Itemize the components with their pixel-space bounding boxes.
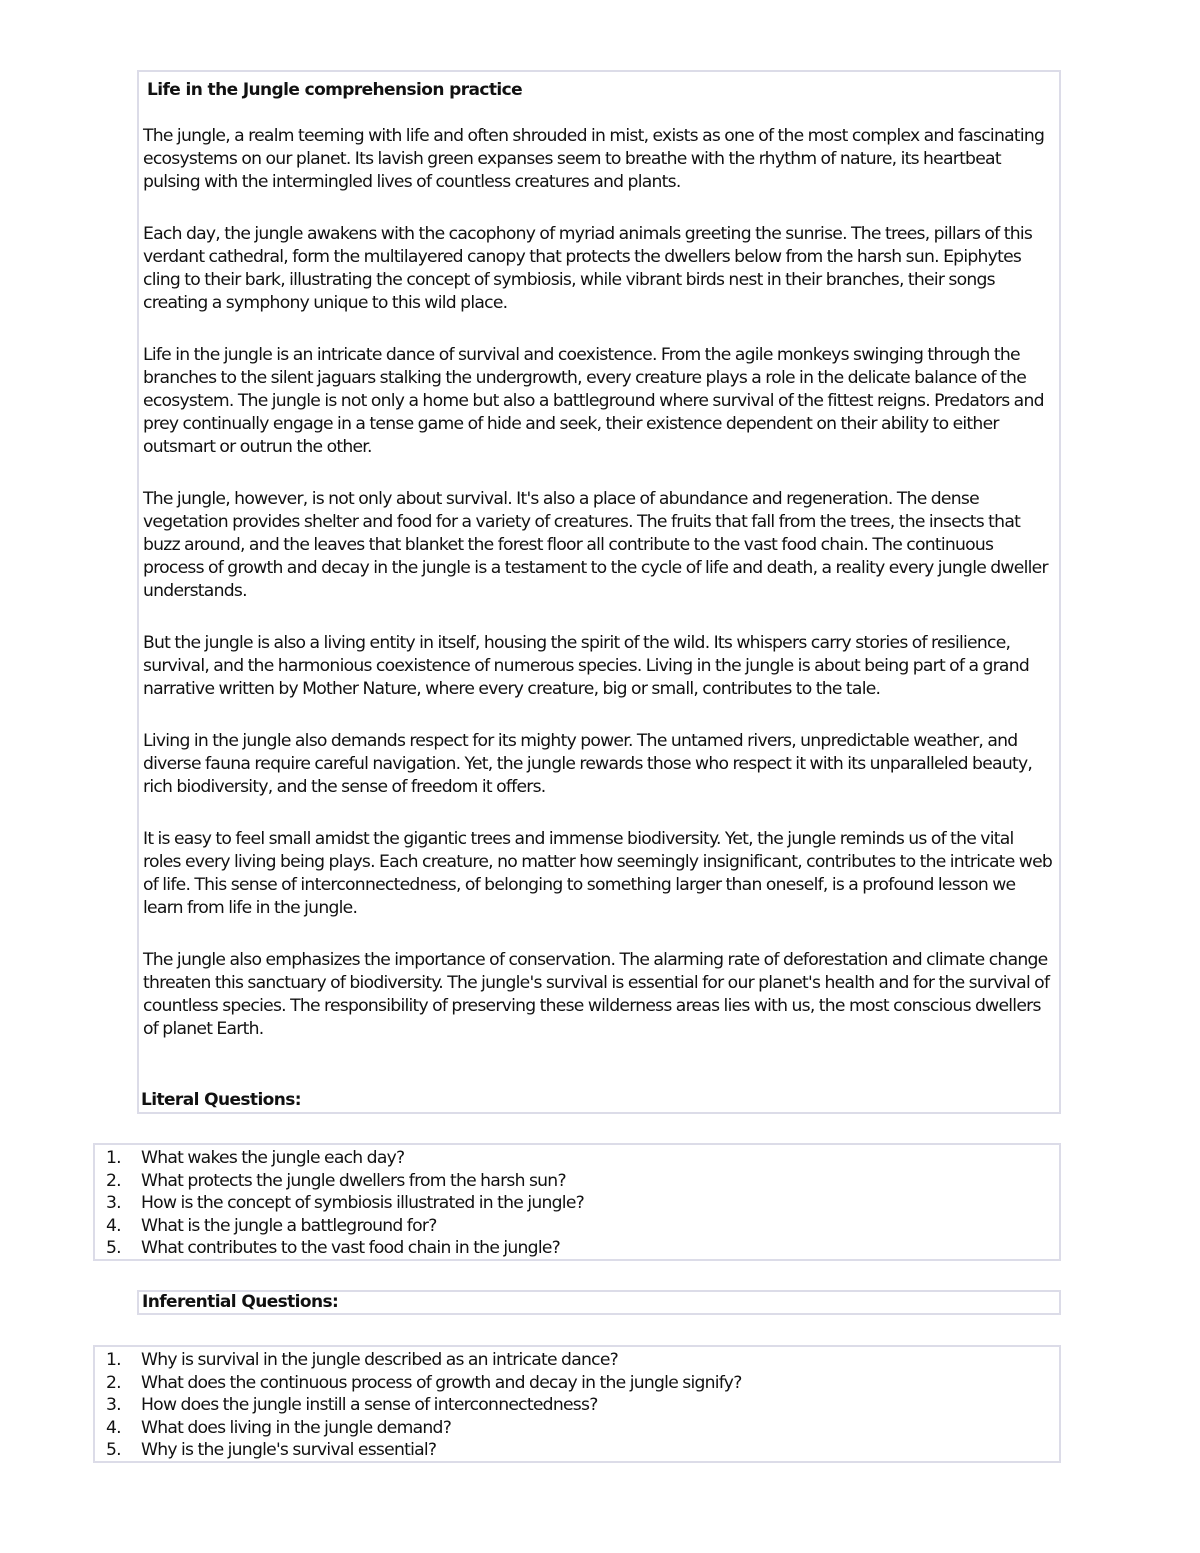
paragraph-8: The jungle also emphasizes the importance of conservation. The alarming rate of deforestation and climate change threaten this sanctuary of biodiversity. The jungle's survival is essential for our planet's health and for the survival of countless species. The responsibility of preserving these wilderness areas lies with us, the most conscious dwellers of planet Earth. <box>143 950 1050 1039</box>
literal-question <box>95 1215 1059 1238</box>
question-number: 2. <box>106 1372 121 1393</box>
paragraph-5: But the jungle is also a living entity in itself, housing the spirit of the wild. Its whispers carry stories of resilience, survival, and the harmonious coexistence of numerous species. Living in the jungle is about being part of a grand narrative written by Mother Nature, where every creature, big or small, contributes to the tale. <box>143 633 1030 699</box>
inferential-heading-box <box>137 1290 1061 1315</box>
paragraph-1: The jungle, a realm teeming with life and often shrouded in mist, exists as one of the most complex and fascinating ecosystems on our planet. Its lavish green expanses seem to breathe with the rhythm of nature, its heartbeat pulsing with the intermingled lives of countless creatures and plants. <box>143 126 1045 192</box>
question-text: What does the continuous process of growth and decay in the jungle signify? <box>141 1372 742 1393</box>
inferential-question <box>95 1417 1059 1440</box>
question-text: Why is the jungle's survival essential? <box>141 1440 437 1461</box>
question-number: 1. <box>106 1148 121 1168</box>
question-number: 2. <box>106 1170 121 1191</box>
question-text: Why is survival in the jungle described as an intricate dance? <box>141 1350 619 1370</box>
inferential-question <box>95 1439 1059 1462</box>
literal-questions-box <box>93 1143 1061 1261</box>
question-number: 3. <box>106 1395 121 1416</box>
inferential-questions-list <box>95 1347 1059 1462</box>
literal-question <box>95 1192 1059 1215</box>
document-title: Life in the Jungle comprehension practice <box>147 80 522 100</box>
inferential-question <box>95 1349 1059 1372</box>
literal-questions-list <box>95 1145 1059 1260</box>
question-number: 5. <box>106 1440 121 1461</box>
inferential-question <box>95 1394 1059 1417</box>
inferential-questions-box <box>93 1345 1061 1463</box>
literal-question <box>95 1147 1059 1170</box>
question-number: 4. <box>106 1417 121 1438</box>
question-number: 3. <box>106 1193 121 1214</box>
question-text: What protects the jungle dwellers from the harsh sun? <box>141 1170 566 1191</box>
question-text: What contributes to the vast food chain in the jungle? <box>141 1238 561 1259</box>
question-number: 4. <box>106 1215 121 1236</box>
paragraph-3: Life in the jungle is an intricate dance of survival and coexistence. From the agile monkeys swinging through the branches to the silent jaguars stalking the undergrowth, every creature plays a role in the delicate balance of the ecosystem. The jungle is not only a home but also a battleground where survival of the fittest reigns. Predators and prey continually engage in a tense game of hide and seek, their existence dependent on their ability to either outsmart or outrun the other. <box>143 345 1044 457</box>
passage-box <box>137 70 1061 1114</box>
paragraph-6: Living in the jungle also demands respect for its mighty power. The untamed rivers, unpredictable weather, and diverse fauna require careful navigation. Yet, the jungle rewards those who respect it with its unparalleled beauty, rich biodiversity, and the sense of freedom it offers. <box>143 731 1033 797</box>
question-text: What does living in the jungle demand? <box>141 1417 452 1438</box>
question-number: 5. <box>106 1238 121 1259</box>
inferential-question <box>95 1372 1059 1395</box>
paragraph-4: The jungle, however, is not only about survival. It's also a place of abundance and regeneration. The dense vegetation provides shelter and food for a variety of creatures. The fruits that fall from the trees, the insects that buzz around, and the leaves that blanket the forest floor all contribute to the vast food chain. The continuous process of growth and decay in the jungle is a testament to the cycle of life and death, a reality every jungle dweller understands. <box>143 489 1048 601</box>
inferential-questions-heading: Inferential Questions: <box>142 1292 339 1312</box>
literal-question <box>95 1237 1059 1260</box>
question-text: How does the jungle instill a sense of interconnectedness? <box>141 1395 598 1416</box>
paragraph-7: It is easy to feel small amidst the gigantic trees and immense biodiversity. Yet, the jungle reminds us of the vital roles every living being plays. Each creature, no matter how seemingly insignificant, contributes to the intricate web of life. This sense of interconnectedness, of belonging to something larger than oneself, is a profound lesson we learn from life in the jungle. <box>143 829 1053 918</box>
question-number: 1. <box>106 1350 121 1370</box>
question-text: How is the concept of symbiosis illustrated in the jungle? <box>141 1193 585 1214</box>
question-text: What wakes the jungle each day? <box>141 1148 405 1168</box>
paragraph-2: Each day, the jungle awakens with the cacophony of myriad animals greeting the sunrise. The trees, pillars of this verdant cathedral, form the multilayered canopy that protects the dwellers below from the harsh sun. Epiphytes cling to their bark, illustrating the concept of symbiosis, while vibrant birds nest in their branches, their songs creating a symphony unique to this wild place. <box>143 224 1033 313</box>
literal-questions-heading: Literal Questions: <box>141 1090 301 1110</box>
question-text: What is the jungle a battleground for? <box>141 1215 437 1236</box>
literal-question <box>95 1170 1059 1193</box>
